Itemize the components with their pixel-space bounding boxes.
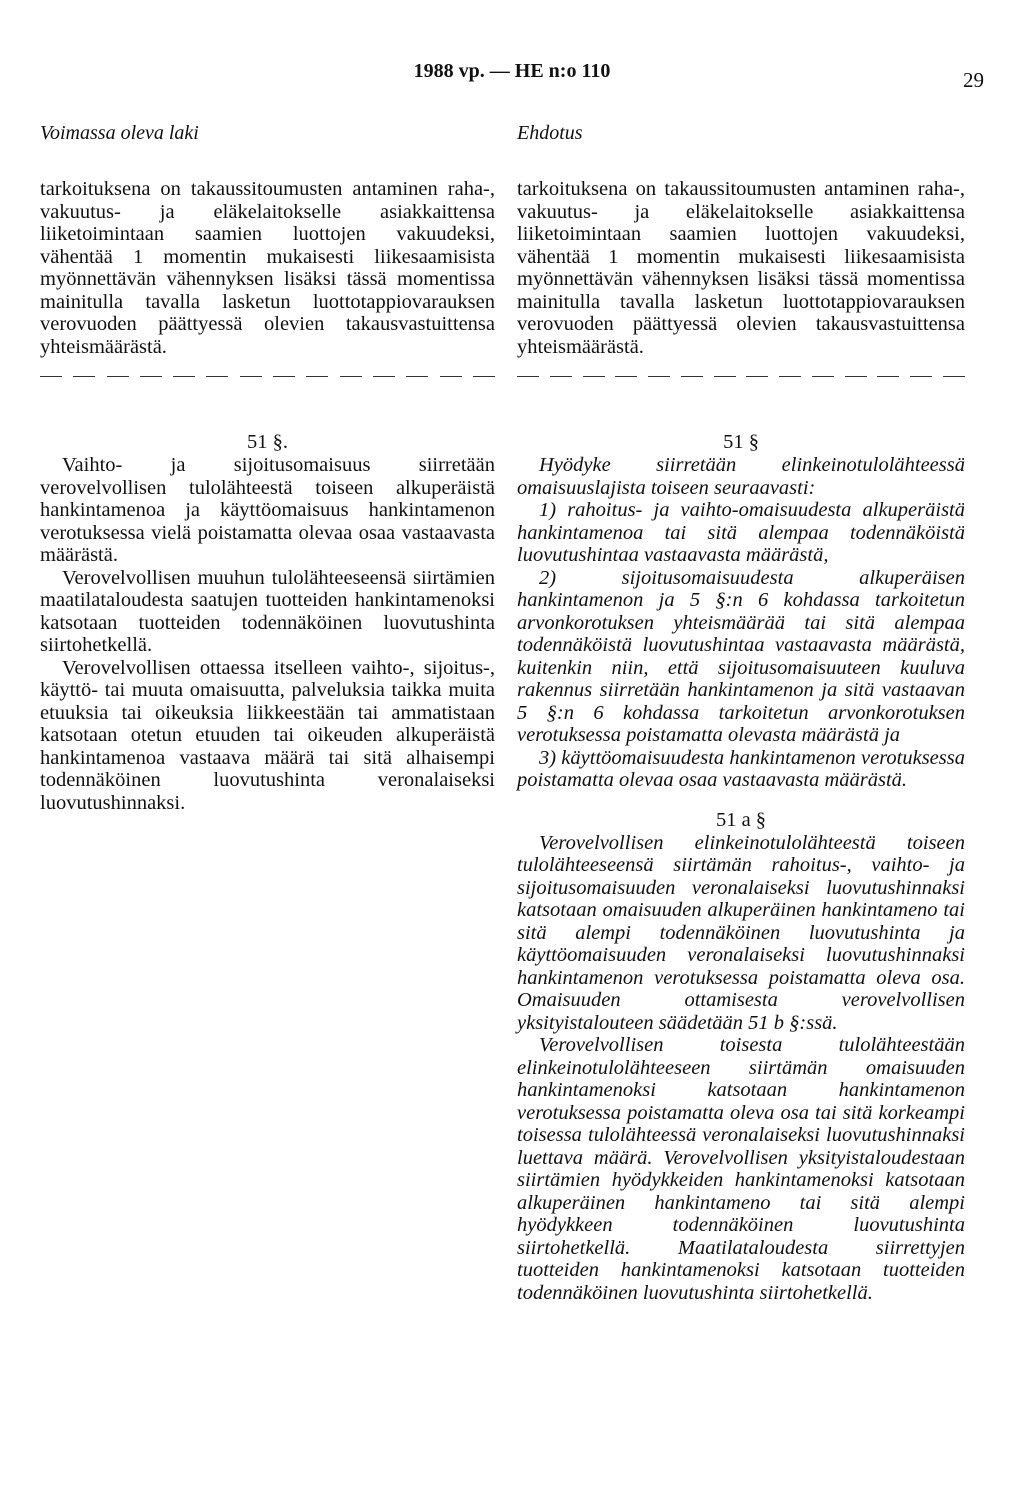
paragraph: Vaihto- ja sijoitusomaisuus siirretään verovelvollisen tulolähteestä toiseen alkuperäistä hankintamenoa ja käyttöomaisuus hankintamenon verotuksessa vielä poistamatta olevaa osaa vastaavasta määrästä.	[40, 454, 495, 566]
current-law-column	[40, 122, 495, 814]
section-lead: Hyödyke siirretään elinkeinotulolähteessä omaisuuslajista toiseen seuraavasti:	[517, 454, 965, 499]
page-header	[0, 60, 1024, 90]
proposal-title: Ehdotus	[517, 122, 583, 144]
omission-dashes	[40, 372, 495, 380]
section-heading-51a: 51 a §	[715, 808, 767, 831]
list-item: 1) rahoitus- ja vaihto-omaisuudesta alkuperäistä hankintamenoa tai sitä alempaa todennäköistä luovutushintaa vastaavasta määrästä,	[517, 499, 965, 566]
paragraph: Verovelvollisen toisesta tulolähteestään elinkeinotulolähteeseen siirtämän omaisuuden hankintamenoksi katsotaan hankintamenon verotuksessa poistamatta oleva osa tai sitä korkeampi toisessa tulolähteessä veronalaiseksi luovutushinnaksi luettava määrä. Verovelvollisen yksityistaloudestaan siirtämien hyödykkeiden hankintamenoksi katsotaan alkuperäinen hankintameno tai sitä alempi hyödykkeen todennäköinen luovutushinta siirtohetkellä. Maatilataloudesta siirrettyjen tuotteiden hankintamenoksi katsotaan tuotteiden todennäköinen luovutushinta siirtohetkellä.	[517, 1034, 965, 1304]
proposal-column	[517, 122, 965, 1304]
paragraph: Verovelvollisen muuhun tulolähteeseensä siirtämien maatilataloudesta saatujen tuotteiden hankintamenoksi katsotaan tuotteiden todennäköinen luovutushinta siirtohetkellä.	[40, 566, 495, 656]
section-heading-51: 51 §.	[247, 431, 288, 453]
proposal-intro: tarkoituksena on takaussitoumusten antaminen raha-, vakuutus- ja eläkelaitokselle asiakkaittensa liiketoimintaan saamien luottojen vakuudeksi, vähentää 1 momentin mukaisesti liikesaamisista myönnettävän vähennyksen lisäksi tässä momentissa mainitulla tavalla lasketun luottotappiovarauksen verovuoden päättyessä olevien takausvastuittensa yhteismäärästä.	[517, 178, 965, 358]
page-number: 29	[963, 68, 984, 92]
omission-dashes	[517, 372, 965, 380]
list-item: 2) sijoitusomaisuudesta alkuperäisen hankintamenon ja 5 §:n 6 kohdassa tarkoitetun arvonkorotuksen yhteismäärää tai sitä alempaa todennäköistä luovutushintaa vastaavasta määrästä, kuitenkin niin, että sijoitusomaisuuteen kuuluva rakennus siirretään hankintamenon ja sitä vastaavan 5 §:n 6 kohdassa tarkoitetun arvonkorotuksen verotuksessa poistamatta olevasta määrästä ja	[517, 566, 965, 746]
section-heading-51: 51 §	[723, 431, 759, 453]
document-title: 1988 vp. — HE n:o 110	[413, 60, 611, 82]
paragraph: Verovelvollisen elinkeinotulolähteestä toiseen tulolähteeseensä siirtämän rahoitus-, vaihto- ja sijoitusomaisuuden veronalaiseksi luovutushinnaksi katsotaan omaisuuden alkuperäinen hankintameno tai sitä alempi todennäköinen luovutushinta ja käyttöomaisuuden veronalaiseksi luovutushinnaksi hankintamenon verotuksessa poistamatta oleva osa. Omaisuuden ottamisesta verovelvollisen yksityistalouteen säädetään 51 b §:ssä.	[517, 831, 965, 1034]
paragraph: Verovelvollisen ottaessa itselleen vaihto-, sijoitus-, käyttö- tai muuta omaisuutta, palveluksia taikka muita etuuksia tai oikeuksia liikkeestään tai ammatistaan katsotaan otetun etuuden tai oikeuden alkuperäistä hankintamenoa vastaava määrä tai sitä alhaisempi todennäköinen luovutushinta veronalaiseksi luovutushinnaksi.	[40, 656, 495, 814]
current-law-title: Voimassa oleva laki	[40, 122, 199, 144]
list-item: 3) käyttöomaisuudesta hankintamenon verotuksessa poistamatta olevaa osaa vastaavasta määrästä.	[517, 746, 965, 791]
current-law-intro: tarkoituksena on takaussitoumusten antaminen raha-, vakuutus- ja eläkelaitokselle asiakkaittensa liiketoimintaan saamien luottojen vakuudeksi, vähentää 1 momentin mukaisesti liikesaamisista myönnettävän vähennyksen lisäksi tässä momentissa mainitulla tavalla lasketun luottotappiovarauksen verovuoden päättyessä olevien takausvastuittensa yhteismäärästä.	[40, 178, 495, 358]
